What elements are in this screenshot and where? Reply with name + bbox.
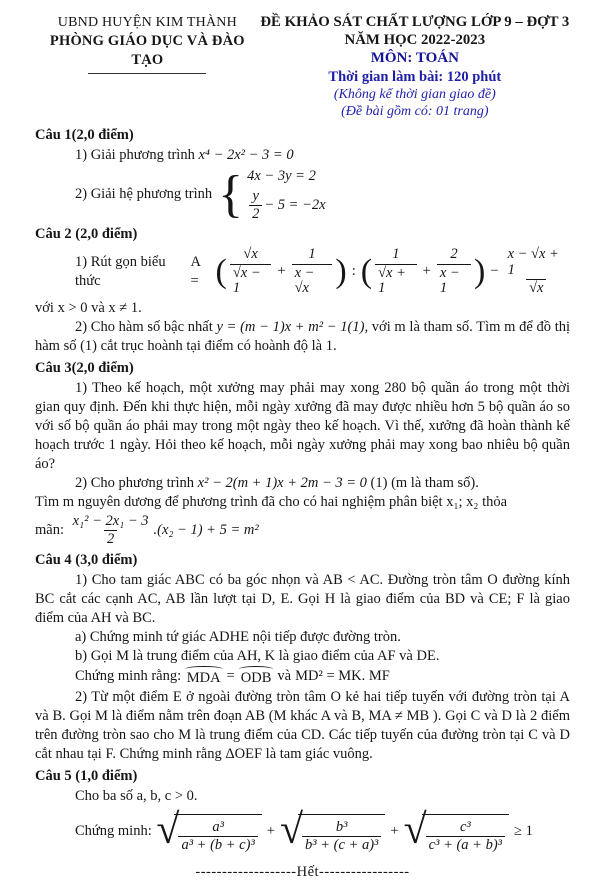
question-3 [35, 359, 570, 547]
radical-1: √ $\frac{\text{a³}}{\text{a³ + (b + c)³}}$ [156, 810, 261, 853]
q3-man-label: mãn: [35, 522, 64, 539]
authority-line1: UBND HUYỆN KIM THÀNH [57, 15, 237, 30]
sqrt-symbol-1: √ [156, 806, 180, 853]
document-header [35, 13, 570, 120]
question-1 [35, 126, 570, 222]
question-2-heading: Câu 2 (2,0 điểm) [35, 226, 138, 243]
system-row-2 [247, 189, 325, 222]
question-3-heading: Câu 3(2,0 điểm) [35, 360, 134, 377]
end-of-exam-marker: -------------------Hết----------------- [195, 863, 410, 880]
geq-one: ≥ 1 [514, 822, 533, 839]
exam-title: ĐỀ KHẢO SÁT CHẤT LƯỢNG LỚP 9 – ĐỢT 3 [260, 14, 570, 30]
plus-r2: + [390, 822, 399, 839]
exam-body [35, 126, 570, 882]
q1-item1-label: 1) Giải phương trình [75, 147, 195, 163]
q2-item1-label: 1) Rút gọn biểu thức [75, 253, 166, 289]
division-colon: : [351, 263, 356, 280]
plus-2: + [422, 263, 431, 280]
q4-proof-line [75, 666, 570, 688]
sqrt-symbol-3: √ [403, 806, 427, 853]
q5-given: Cho ba số a, b, c > 0. [75, 787, 198, 804]
q3-part2-tail: (1) (m là tham số). [366, 475, 479, 492]
fraction-3: $\frac{1}{√x + 1}$ [375, 247, 417, 296]
q2-item2-equation: y = (m − 1)x + m² − 1(1), [216, 319, 369, 336]
q4-part2: 2) Từ một điểm E ở ngoài đường tròn tâm O kẻ hai tiếp tuyến với đường tròn tại A và B. Gọi M là điểm nằm trên đoạn AB (M khác A và B, MA ≠ MB ). Gọi C và D là 2 điểm trên đường tròn sao cho M là trung điểm của CD. Các tiếp tuyến của đường tròn tại C và D cắt nhau tại F. Chứng minh rằng ΔOEF là tam giác vuông. [35, 688, 570, 762]
q4-proof-label: Chứng minh rằng: [75, 668, 182, 685]
question-4 [35, 551, 570, 764]
system-row-1: 4x − 3y = 2 [247, 168, 316, 184]
q2-item2-text1: 2) Cho hàm số bậc nhất [75, 319, 217, 336]
q1-item1-equation: x⁴ − 2x² − 3 = 0 [198, 147, 294, 163]
q4-part1: 1) Cho tam giác ABC có ba góc nhọn và AB < AC. Đường tròn tâm O đường kính BC cắt các cạnh AC, AB lần lượt tại D, E. Gọi H là giao điểm của BD và CE; F là giao điểm của AH và BC. [35, 571, 570, 626]
question-1-heading: Câu 1(2,0 điểm) [35, 127, 134, 143]
q5-proof-label: Chứng minh: [75, 822, 152, 839]
q3-formula-tail: .(x₂ − 1) + 5 = m² [153, 522, 259, 539]
school-year: NĂM HỌC 2022-2023 [344, 32, 486, 48]
A-equals: A = [190, 253, 201, 289]
q1-item1 [35, 146, 570, 165]
q4-item-a: a) Chứng minh tứ giác ADHE nội tiếp được đường tròn. [75, 628, 401, 645]
radical-2: √ $\frac{\text{b³}}{\text{b³ + (c + a)³}}$ [280, 810, 385, 853]
fraction-5: $\frac{x - √x + 1}{√x}$ [507, 246, 559, 296]
fraction-y-over-2: $\frac{y}{2}$ [249, 189, 262, 222]
fraction-4: $\frac{2}{x - 1}$ [437, 247, 471, 296]
exam-title-block [260, 13, 570, 120]
angle-arc-MDA: MDA [186, 669, 221, 686]
q3-part2-continuation: Tìm m nguyên dương để phương trình đã cho có hai nghiệm phân biệt x₁; x₂ thỏa [35, 494, 508, 511]
q3-condition-formula [35, 514, 570, 547]
authority-line2: PHÒNG GIÁO DỤC VÀ ĐÀO TẠO [49, 33, 245, 68]
fraction-x1: $\frac{\text{x₁² − 2x₁ − 3}}{2}$ [72, 513, 149, 548]
header-underline [88, 73, 206, 74]
question-4-heading: Câu 4 (3,0 điểm) [35, 551, 138, 568]
q1-item2-label: 2) Giải hệ phương trình [75, 186, 213, 203]
radical-3: √ $\frac{\text{c³}}{\text{c³ + (a + b)³}}$ [404, 810, 509, 853]
note-page-count: (Đề bài gồm có: 01 trang) [341, 104, 489, 119]
q4-item-b: b) Gọi M là trung điểm của AH, K là giao điểm của AF và DE. [75, 647, 440, 664]
minus-1: − [490, 263, 499, 280]
q2-item2-text2: với m là tham số. Tìm m để đồ thị hàm số (1) cắt trục hoành tại điểm có hoành độ là 1. [35, 319, 571, 355]
q3-part2-label: 2) Cho phương trình [75, 475, 198, 492]
q5-inequality [75, 806, 570, 853]
fraction-2: $\frac{1}{x - √x}$ [292, 247, 333, 296]
system-row-2-rest: − 5 = −2x [264, 197, 326, 214]
equation-system [247, 167, 325, 222]
q3-part2-equation: x² − 2(m + 1)x + 2m − 3 = 0 [197, 475, 367, 492]
q3-part1: 1) Theo kế hoạch, một xưởng may phải may xong 280 bộ quần áo trong một thời gian quy định. Đến khi thực hiện, mỗi ngày xưởng đã may được nhiều hơn 5 bộ quần áo so với số bộ quần áo phải may trong một ngày theo kế hoạch. Vì thế, xưởng đã hoàn thành kế hoạch trước 1 ngày. Hỏi theo kế hoạch, mỗi ngày xưởng phải may xong bao nhiêu bộ quần áo? [35, 380, 570, 473]
issuing-authority [35, 13, 260, 74]
question-2 [35, 225, 570, 356]
sqrt-symbol-2: √ [279, 806, 304, 853]
plus-1: + [277, 263, 286, 280]
duration: Thời gian làm bài: 120 phút [328, 69, 502, 85]
fraction-1: $\frac{√x}{√x - 1}$ [230, 247, 272, 296]
angle-arc-ODB: ODB [240, 669, 272, 686]
subject: MÔN: TOÁN [370, 50, 459, 66]
q4-md-equation: MD² = MK. MF [295, 668, 390, 685]
q2-item2 [35, 318, 570, 356]
q2-condition: với x > 0 và x ≠ 1. [35, 300, 142, 317]
plus-r1: + [266, 822, 275, 839]
equals-sign: = [226, 668, 235, 685]
q1-item2: 2) Giải hệ phương trình { 4x − 3y = 2 $\frac{y}{2}$ − 5 = −2x [75, 165, 326, 223]
question-5 [35, 767, 570, 853]
question-5-heading: Câu 5 (1,0 điểm) [35, 767, 138, 784]
q2-item1-formula: 1) Rút gọn biểu thức A = ( $\frac{√x}{√x - 1}$ + $\frac{1}{x - √x}$ ) : ( $\frac{1}{√x + 1}$ + $\frac{2}{x - 1}$ ) − $\frac{x - √x + 1}{√x}$ [75, 247, 570, 296]
q3-part2 [35, 474, 570, 493]
note-no-handout-time: (Không kể thời gian giao đề) [333, 87, 496, 102]
q4-va: và [277, 668, 292, 685]
